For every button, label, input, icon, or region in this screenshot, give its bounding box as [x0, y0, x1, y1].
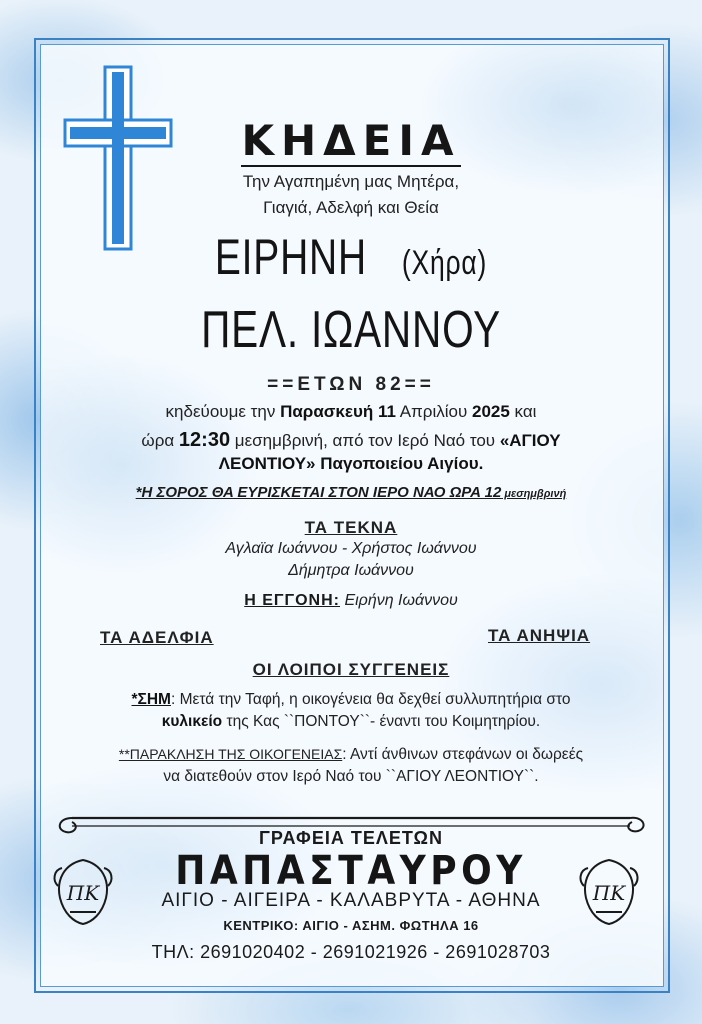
funeral-line-3 [0, 452, 702, 476]
note-1-text-a: : Μετά την Ταφή, η οικογένεια θα δεχθεί συλλυπητήρια στο [170, 691, 571, 708]
note-1-place: κυλικείο [161, 713, 223, 730]
note-1-line-2 [0, 710, 702, 734]
note-2-mark: **ΠΑΡΑΚΛΗΣΗ ΤΗΣ ΟΙΚΟΓΕΝΕΙΑΣ [118, 746, 343, 762]
children-heading: ΤΑ ΤΕΚΝΑ [304, 518, 398, 537]
subtitle-line-1: Την Αγαπημένη μας Μητέρα, [242, 172, 460, 191]
funeral-church-part-1: «ΑΓΙΟΥ [499, 431, 561, 450]
funeral-home-name: ΠΑΠΑΣΤΑΥΡΟΥ [175, 848, 527, 894]
grandchild-line [0, 592, 702, 610]
body-viewing-text: *Η ΣΟΡΟΣ ΘΑ ΕΥΡΙΣΚΕΤΑΙ ΣΤΟΝ ΙΕΡΟ ΝΑΟ ΩΡΑ 12 [135, 484, 502, 501]
grandchild-heading: Η ΕΓΓΟΝΗ: [244, 592, 340, 609]
emblem-icon [576, 856, 642, 928]
title [0, 116, 702, 167]
funeral-line-2 [0, 428, 702, 453]
deceased-name-wrap [77, 228, 625, 286]
funeral-home-cities: ΑΙΓΙΟ - ΑΙΓΕΙΡΑ - ΚΑΛΑΒΡΥΤΑ - ΑΘΗΝΑ [161, 890, 541, 911]
body-viewing-suffix: μεσημβρινή [501, 488, 567, 500]
children-line-2: Δήμητρα Ιωάννου [288, 562, 414, 579]
funeral-day: Παρασκευή 11 [280, 402, 396, 421]
funeral-church-part-2: ΛΕΟΝΤΙΟΥ» [218, 454, 316, 473]
funeral-home-phones: ΤΗΛ: 2691020402 - 2691021926 - 2691028703 [151, 942, 551, 962]
note-1-mark: *ΣΗΜ [131, 691, 171, 708]
funeral-line-1 [0, 400, 702, 424]
funeral-text-3b: Παγοποιείου Αιγίου. [315, 454, 484, 473]
note-1-text-b: της Κας ``ΠΟΝΤΟΥ``- έναντι του Κοιμητηρίου. [222, 713, 541, 730]
deceased-first-name: ΕΙΡΗΝΗ [214, 229, 367, 285]
funeral-year: 2025 [472, 402, 510, 421]
deceased-surname: ΠΕΛ. ΙΩΑΝΝΟΥ [201, 301, 501, 359]
funeral-time: 12:30 [178, 429, 231, 451]
children-line-1: Αγλαϊα Ιωάννου - Χρήστος Ιωάννου [225, 540, 477, 557]
funeral-text-1a: κηδεύουμε την [165, 402, 281, 421]
note-2-line-2: να διατεθούν στον Ιερό Ναό του ``ΑΓΙΟΥ ΛΕΟΝΤΙΟΥ``. [163, 768, 539, 785]
deceased-status: (Χήρα) [401, 244, 488, 282]
emblem-monogram: ΠΚ [592, 881, 626, 905]
emblem-monogram: ΠΚ [66, 881, 100, 905]
body-viewing-notice [0, 484, 702, 501]
grandchild-name: Ειρήνη Ιωάννου [340, 592, 458, 609]
siblings-heading: ΤΑ ΑΔΕΛΦΙΑ [100, 628, 214, 647]
funeral-text-2a: ώρα [141, 431, 179, 450]
title-text: ΚΗΔΕΙΑ [241, 116, 461, 165]
age-line: ==ΕΤΩΝ 82== [267, 374, 435, 395]
funeral-text-2b: μεσημβρινή, από τον Ιερό Ναό του [230, 431, 500, 450]
funeral-text-1b: Απριλίου [395, 402, 472, 421]
funeral-home-address: ΚΕΝΤΡΙΚΟ: ΑΙΓΙΟ - ΑΣΗΜ. ΦΩΤΗΛΑ 16 [223, 918, 479, 933]
funeral-home-label: ΓΡΑΦΕΙΑ ΤΕΛΕΤΩΝ [259, 828, 443, 848]
emblem-icon [50, 856, 116, 928]
funeral-text-1c: και [509, 402, 537, 421]
subtitle-line-2: Γιαγιά, Αδελφή και Θεία [263, 198, 439, 217]
note-2-line-1 [0, 742, 702, 767]
nephews-heading: ΤΑ ΑΝΗΨΙΑ [488, 626, 591, 645]
note-1-line-1 [0, 688, 702, 712]
relatives-heading: ΟΙ ΛΟΙΠΟΙ ΣΥΓΓΕΝΕΙΣ [252, 660, 450, 679]
deceased-surname-row [0, 300, 702, 360]
deceased-first-name-row [0, 228, 702, 286]
note-2-text-a: : Αντί άνθινων στεφάνων οι δωρεές [342, 746, 584, 763]
